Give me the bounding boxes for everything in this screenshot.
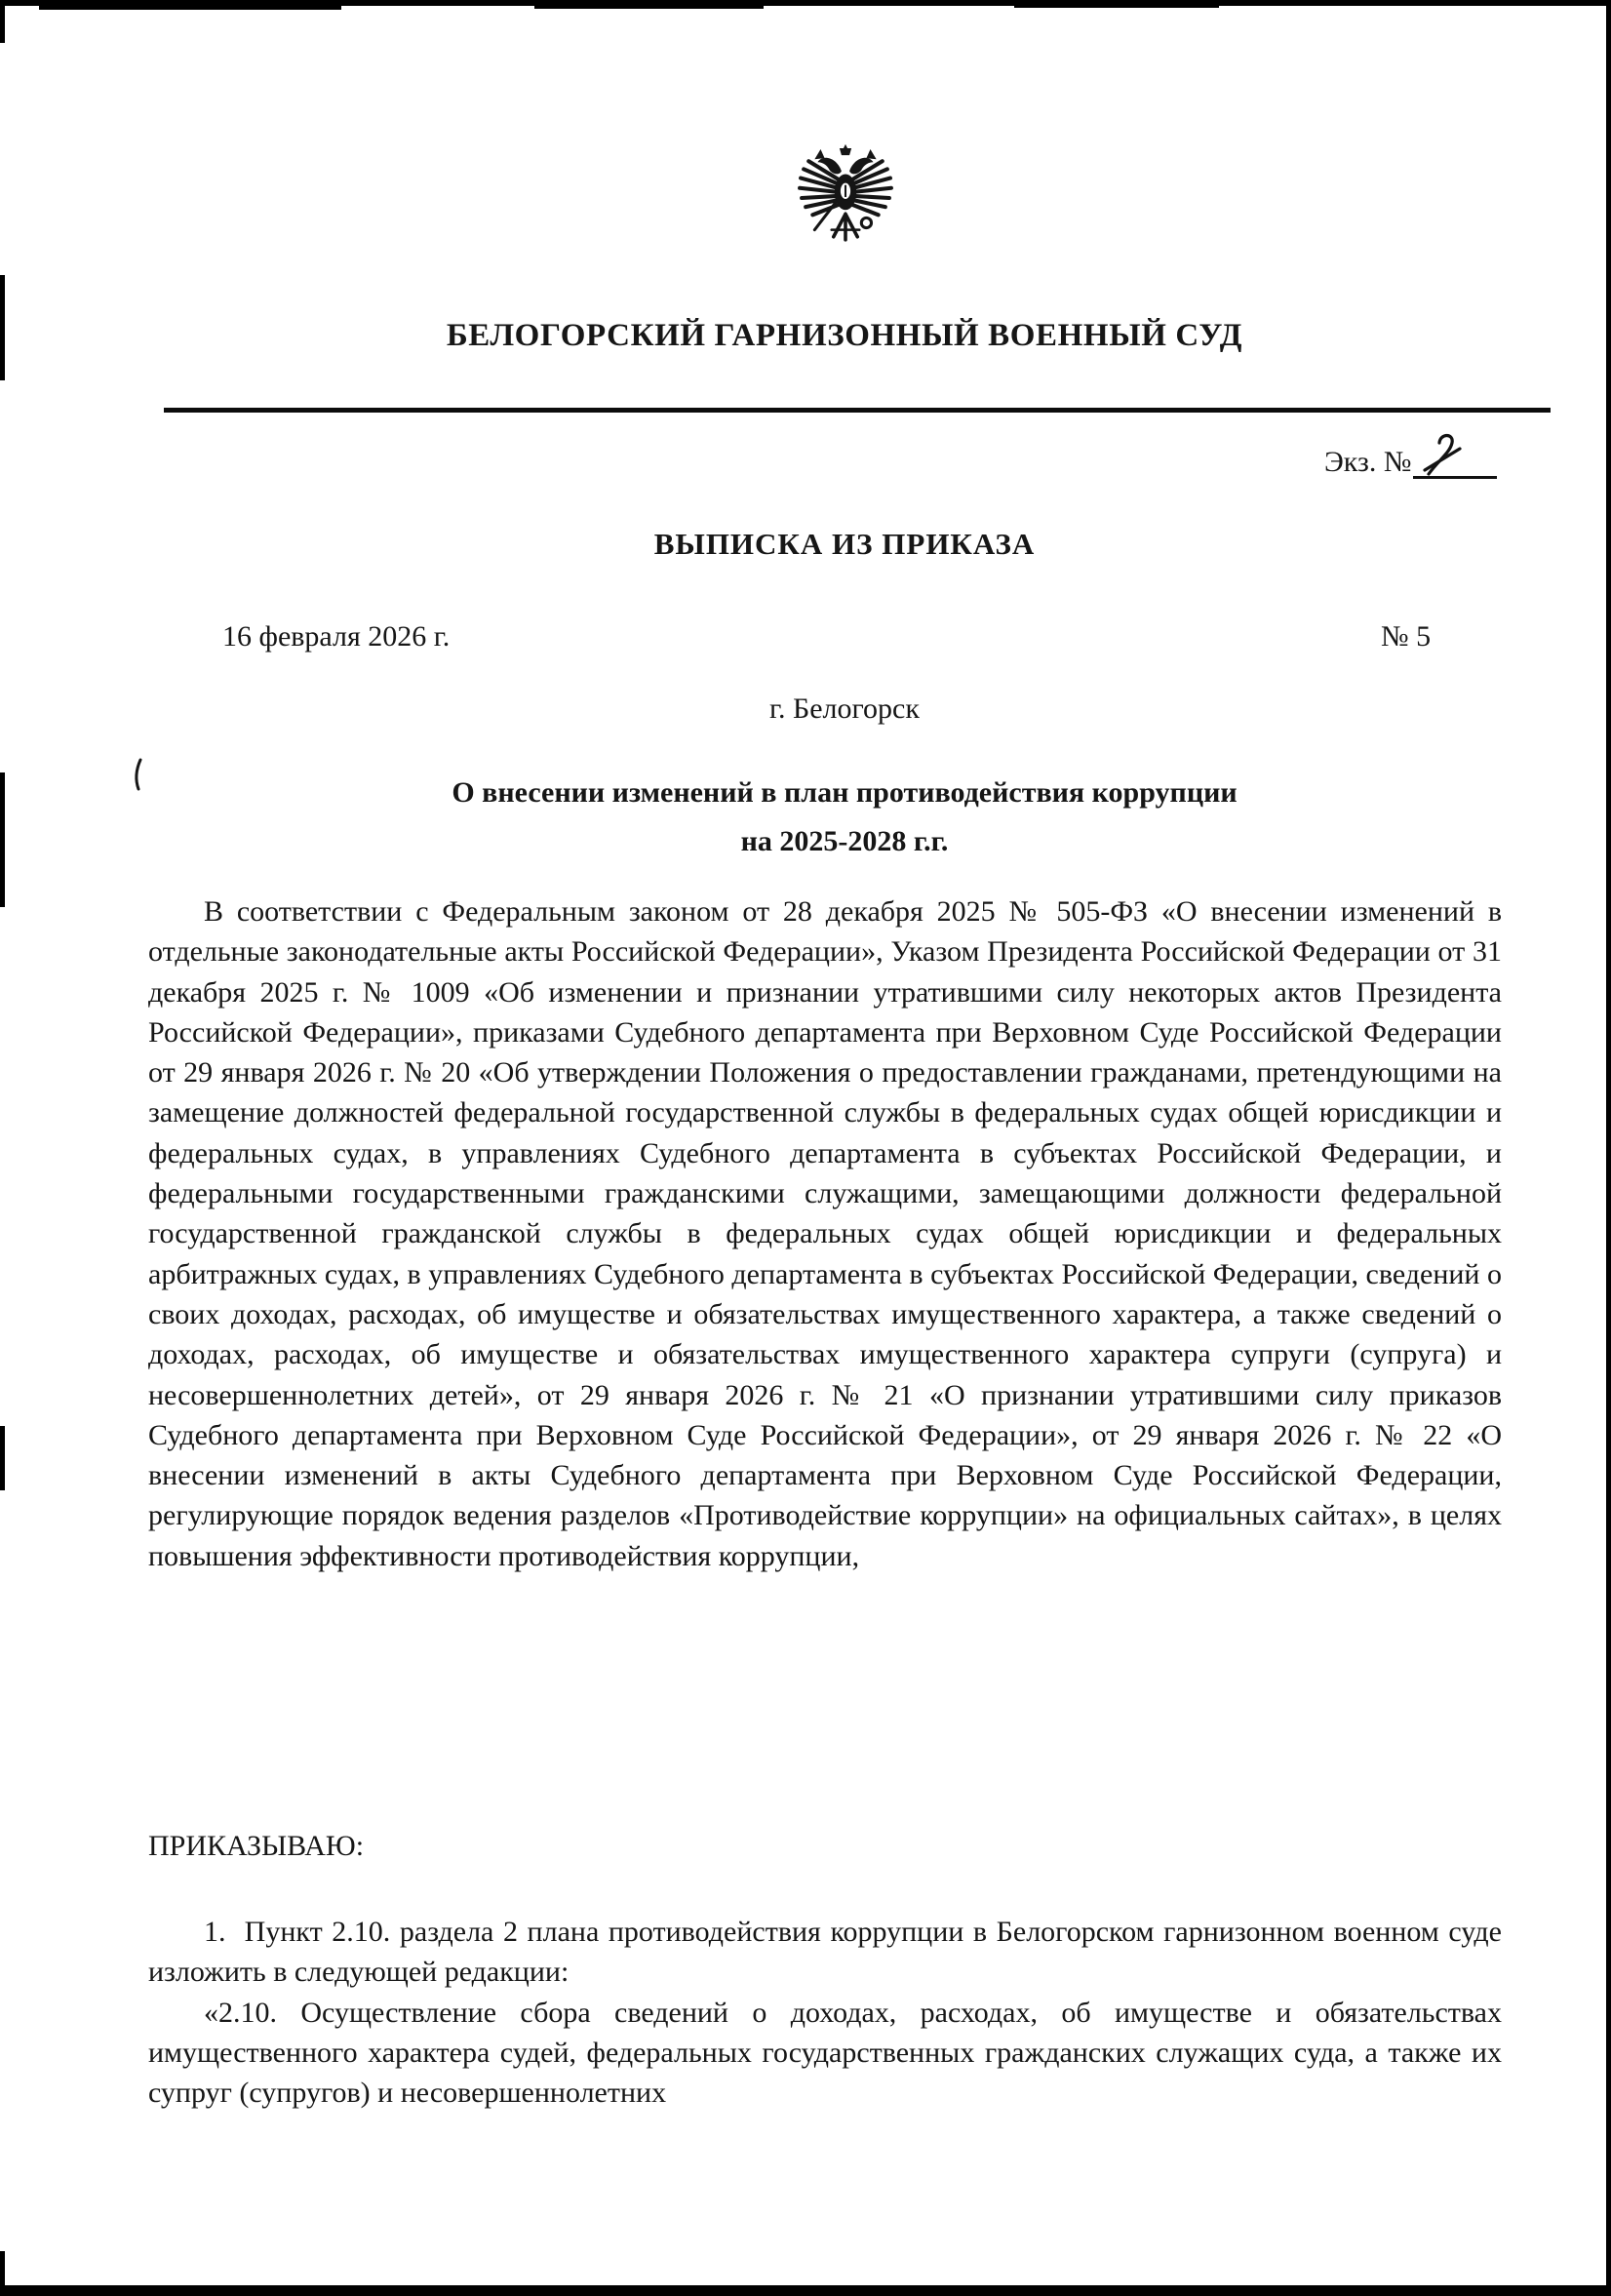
order-subject-line2: на 2025-2028 г.г.: [740, 825, 949, 857]
court-name: БЕЛОГОРСКИЙ ГАРНИЗОННЫЙ ВОЕННЫЙ СУД: [446, 318, 1243, 353]
city-line: г. Белогорск: [769, 693, 920, 725]
order-subject-line1: О внесении изменений в план противодействия коррупции: [452, 776, 1238, 809]
copy-number-line: [1324, 441, 1497, 479]
header-divider: [164, 408, 1551, 413]
copy-number-underline: [1413, 441, 1497, 479]
ordered-items: [148, 1912, 1502, 2113]
copy-label: Экз. №: [1324, 446, 1412, 478]
scan-border-bottom: [0, 2285, 1611, 2296]
pen-mark-artifact: [129, 757, 146, 792]
handwritten-copy-number: [1417, 431, 1468, 488]
scan-border-left-dash: [0, 275, 5, 380]
resolution-word: ПРИКАЗЫВАЮ:: [148, 1830, 365, 1862]
scan-border-left-dash: [0, 2251, 5, 2296]
scan-border-left-dash: [0, 1426, 5, 1490]
order-item-1: 1. Пункт 2.10. раздела 2 плана противодействия коррупции в Белогорском гарнизонном военном суде изложить в следующей редакции:: [148, 1916, 1502, 1989]
order-subject: [148, 769, 1541, 866]
document-title: ВЫПИСКА ИЗ ПРИКАЗА: [653, 527, 1036, 561]
scan-border-left-dash: [0, 0, 5, 43]
order-number: № 5: [1381, 620, 1432, 653]
order-date: 16 февраля 2026 г.: [222, 620, 451, 653]
order-item-1-quote: «2.10. Осуществление сбора сведений о доходах, расходах, об имуществе и обязательствах имущественного характера судей, федеральных государственных гражданских служащих суда, а также их супруг (супругов) и несовершеннолетних: [148, 1996, 1502, 2110]
preamble-paragraph: В соответствии с Федеральным законом от 28 декабря 2025 № 505-ФЗ «О внесении изменений в отдельные законодательные акты Российской Федерации», Указом Президента Российской Федерации от 31 декабря 2025 г. № 1009 «Об изменении и признании утратившими силу некоторых актов Президента Российской Федерации», приказами Судебного департамента при Верховном Суде Российской Федерации от 29 января 2026 г. № 20 «Об утверждении Положения о предоставлении гражданами, претендующими на замещение должностей федеральной государственной службы в федеральных судах общей юрисдикции и федеральных судах, в управлениях Судебного департамента в субъектах Российской Федерации, и федеральными государственными гражданскими служащими, замещающими должности федеральной государственной гражданской службы в федеральных судах общей юрисдикции и федеральных арбитражных судах, в управлениях Судебного департамента в субъектах Российской Федерации, сведений о своих доходах, расходах, об имуществе и обязательствах имущественного характера, а также сведений о доходах, расходах, об имуществе и обязательствах имущественного характера супруги (супруга) и несовершеннолетних детей», от 29 января 2026 г. № 21 «О признании утратившими силу приказов Судебного департамента при Верховном Суде Российской Федерации», от 29 января 2026 г. № 22 «О внесении изменений в акты Судебного департамента при Верховном Суде Российской Федерации, регулирующие порядок ведения разделов «Противодействие коррупции» на официальных сайтах», в целях повышения эффективности противодействия коррупции,: [148, 895, 1502, 1572]
scan-border-left-dash: [0, 772, 5, 907]
scan-border-top-patch: [1014, 0, 1219, 8]
scan-border-top-patch: [534, 0, 764, 9]
scan-border-top-patch: [39, 0, 341, 10]
russia-coat-of-arms-icon: [796, 142, 895, 256]
scan-border-right: [1606, 0, 1611, 2296]
